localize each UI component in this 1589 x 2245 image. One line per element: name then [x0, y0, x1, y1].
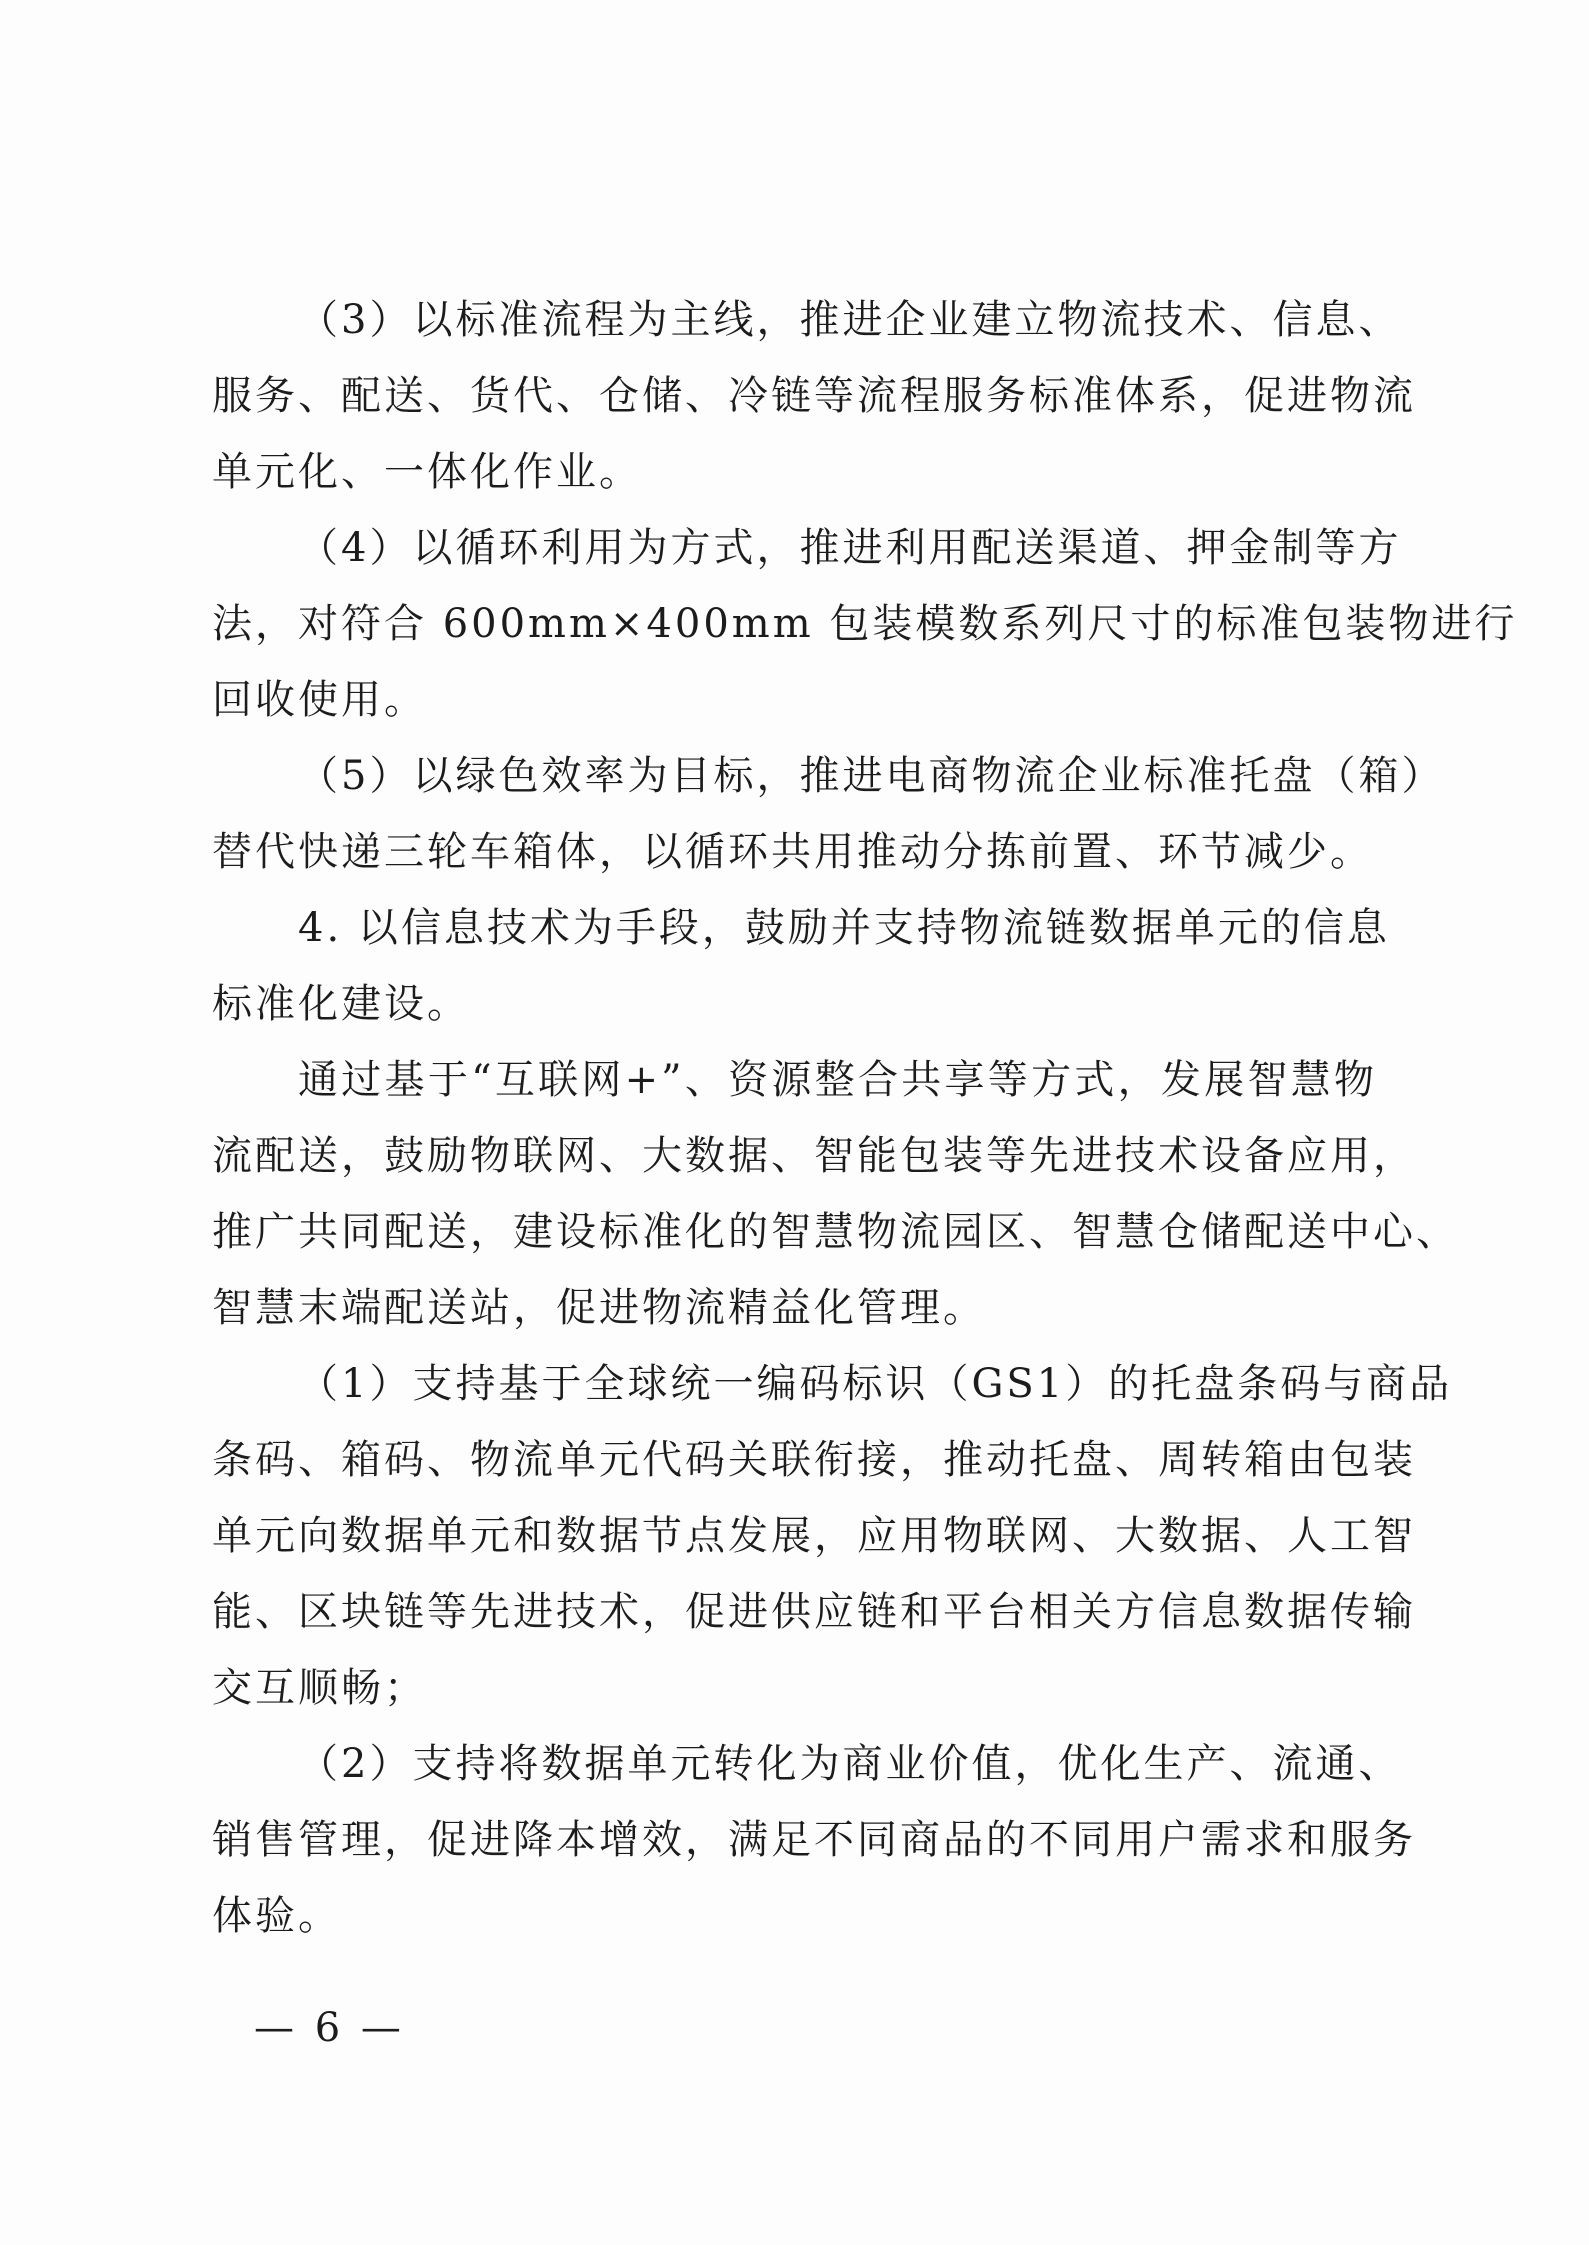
text-line: 单元向数据单元和数据节点发展，应用物联网、大数据、人工智 [212, 1513, 1416, 1559]
text-line: （2）支持将数据单元转化为商业价值，优化生产、流通、 [298, 1741, 1402, 1787]
text-line: 推广共同配送，建设标准化的智慧物流园区、智慧仓储配送中心、 [212, 1209, 1459, 1255]
text-line: 服务、配送、货代、仓储、冷链等流程服务标准体系，促进物流 [212, 373, 1416, 419]
text-line: 法，对符合 600mm×400mm 包装模数系列尺寸的标准包装物进行 [212, 601, 1518, 647]
text-line: 单元化、一体化作业。 [212, 449, 642, 495]
text-line: 智慧末端配送站，促进物流精益化管理。 [212, 1285, 986, 1331]
text-line: 流配送，鼓励物联网、大数据、智能包装等先进技术设备应用， [212, 1133, 1416, 1179]
text-line: （1）支持基于全球统一编码标识（GS1）的托盘条码与商品 [298, 1361, 1453, 1407]
text-line: 能、区块链等先进技术，促进供应链和平台相关方信息数据传输 [212, 1589, 1416, 1635]
text-line: 4. 以信息技术为手段，鼓励并支持物流链数据单元的信息 [298, 905, 1390, 951]
text-line: （4）以循环利用为方式，推进利用配送渠道、押金制等方 [298, 525, 1402, 571]
text-line: 体验。 [212, 1893, 341, 1939]
text-line: （5）以绿色效率为目标，推进电商物流企业标准托盘（箱） [298, 753, 1445, 799]
text-line: 回收使用。 [212, 677, 427, 723]
text-line: 替代快递三轮车箱体，以循环共用推动分拣前置、环节减少。 [212, 829, 1373, 875]
text-line: 标准化建设。 [212, 981, 470, 1027]
text-line: 交互顺畅； [212, 1665, 427, 1711]
text-line: 通过基于“互联网+”、资源整合共享等方式，发展智慧物 [298, 1057, 1377, 1103]
document-body [212, 282, 1518, 1954]
text-line: 条码、箱码、物流单元代码关联衔接，推动托盘、周转箱由包装 [212, 1437, 1416, 1483]
page-number: — 6 — [254, 2005, 405, 2051]
text-line: （3）以标准流程为主线，推进企业建立物流技术、信息、 [298, 297, 1402, 343]
text-line: 销售管理，促进降本增效，满足不同商品的不同用户需求和服务 [212, 1817, 1416, 1863]
